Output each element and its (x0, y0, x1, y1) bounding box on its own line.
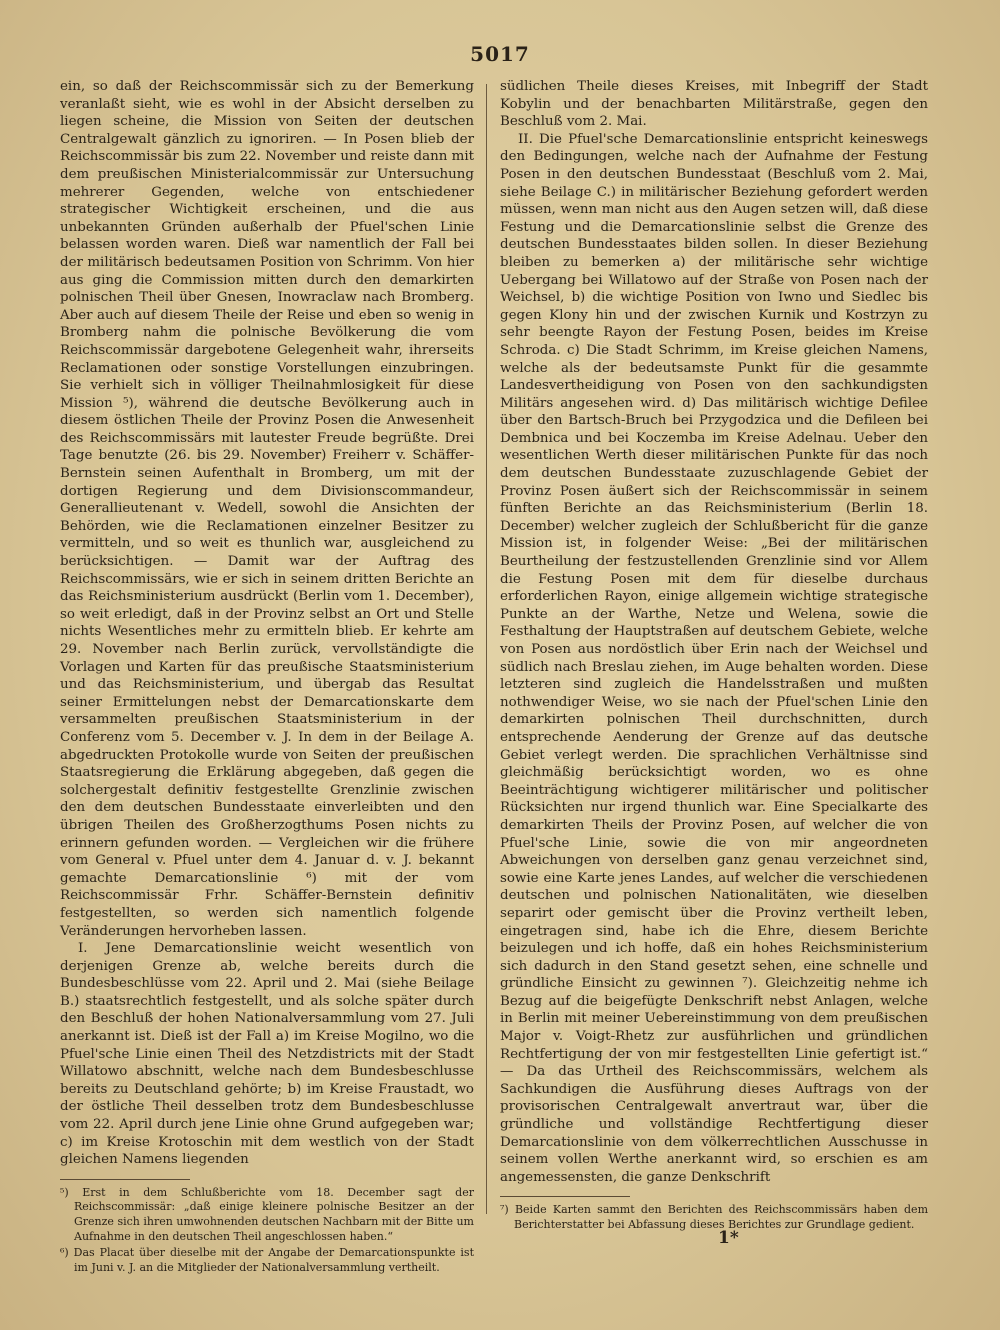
left-paragraph-1: ein, so daß der Reichscommissär sich zu der Bemerkung veranlaßt sieht, wie es wohl in der Absicht derselben zu liegen scheine, die Mission von Seiten der deutschen Centralgewalt gänzlich zu ignoriren. — In Posen blieb der Reichscommissär bis zum 22. November und reiste dann mit dem preußischen Ministerialcommissär zur Untersuchung mehrerer Gegenden, welche von entschiedener strategischer Wichtigkeit erscheinen, und die aus unbekannten Gründen außerhalb der Pfuel'schen Linie belassen worden waren. Dieß war namentlich der Fall bei der militärisch bedeutsamen Position von Schrimm. Von hier aus ging die Commission mitten durch den demarkirten polnischen Theil über Gnesen, Inowraclaw nach Bromberg. Aber auch auf diesem Theile der Reise und eben so wenig in Bromberg nahm die polnische Bevölkerung die vom Reichscommissär dargebotene Gelegenheit wahr, ihrerseits Reclamationen oder sonstige Vorstellungen einzubringen. Sie verhielt sich in völliger Theilnahmlosigkeit für diese Mission ⁵), während die deutsche Bevölkerung auch in diesem östlichen Theile der Provinz Posen die Anwesenheit des Reichscommissärs mit lautester Freude begrüßte. Drei Tage benutzte (26. bis 29. November) Freiherr v. Schäffer-Bernstein seinen Aufenthalt in Bromberg, um mit der dortigen Regierung und dem Divisionscommandeur, Generallieutenant v. Wedell, sowohl die Ansichten der Behörden, wie die Reclamationen einzelner Besitzer zu vermitteln, und so weit es thunlich war, ausgleichend zu berücksichtigen. — Damit war der Auftrag des Reichscommissärs, wie er sich in seinem dritten Berichte an das Reichsministerium ausdrückt (Berlin vom 1. December), so weit erledigt, daß in der Provinz selbst an Ort und Stelle nichts Wesentliches mehr zu ermitteln blieb. Er kehrte am 29. November nach Berlin zurück, vervollständigte die Vorlagen und Karten für das preußische Staatsministerium und das Reichsministerium, und übergab das Resultat seiner Ermittelungen nebst der Demarcationskarte dem versammelten preußischen Staatsministerium in der Conferenz vom 5. December v. J. In dem in der Beilage A. abgedruckten Protokolle wurde von Seiten der preußischen Staatsregierung die Erklärung abgegeben, daß gegen die solchergestalt definitiv festgestellte Grenzlinie zwischen den dem deutschen Bundesstaate einverleibten und den übrigen Theilen des Großherzogthums Posen nichts zu erinnern gefunden worden. — Vergleichen wir die frühere vom General v. Pfuel unter dem 4. Januar d. v. J. bekannt gemachte Demarcationslinie ⁶) mit der vom Reichscommissär Frhr. Schäffer-Bernstein definitiv festgestellten, so werden sich namentlich folgende Veränderungen hervorheben lassen. (60, 79, 474, 939)
right-paragraph-1: südlichen Theile dieses Kreises, mit Inbegriff der Stadt Kobylin und der benachbarten Militärstraße, gegen den Beschluß vom 2. Mai. (500, 79, 928, 130)
right-column (500, 78, 928, 1235)
left-footnotes (60, 1186, 474, 1276)
footnote-6: ⁶) Das Placat über dieselbe mit der Angabe der Demarcationspunkte ist im Juni v. J. an die Mitglieder der Nationalversammlung vertheilt. (60, 1246, 474, 1274)
footnote-7: ⁷) Beide Karten sammt den Berichten des Reichscommissärs haben dem Berichterstatter bei Abfassung dieses Berichtes zur Grundlage gedient. (500, 1203, 928, 1231)
page-number: 5017 (470, 42, 530, 66)
left-column (60, 78, 474, 1277)
footnote-rule-right (500, 1196, 630, 1197)
column-divider (486, 84, 487, 1214)
left-paragraph-2: I. Jene Demarcationslinie weicht wesentlich von derjenigen Grenze ab, welche bereits durch die Bundesbeschlüsse vom 22. April und 2. Mai (siehe Beilage B.) staatsrechtlich festgestellt, und als solche später durch den Beschluß der hohen Nationalversammlung vom 27. Juli anerkannt ist. Dieß ist der Fall a) im Kreise Mogilno, wo die Pfuel'sche Linie einen Theil des Netzdistricts mit der Stadt Willatowo abschnitt, welche nach dem Bundesbeschlusse bereits zu Deutschland gehörte; b) im Kreise Fraustadt, wo der östliche Theil desselben trotz dem Bundesbeschlusse vom 22. April durch jene Linie ohne Grund aufgegeben war; c) im Kreise Krotoschin mit dem westlich von der Stadt gleichen Namens liegenden (60, 941, 474, 1168)
footnote-rule-left (60, 1179, 190, 1180)
footnote-5: ⁵) Erst in dem Schlußberichte vom 18. December sagt der Reichscommissär: „daß einige kleinere polnische Besitzer an der Grenze sich ihren umwohnenden deutschen Nachbarn mit der Bitte um Aufnahme in den deutschen Theil angeschlossen haben.“ (60, 1185, 474, 1243)
right-paragraph-2: II. Die Pfuel'sche Demarcationslinie entspricht keineswegs den Bedingungen, welche nach der Aufnahme der Festung Posen in den deutschen Bundesstaat (Beschluß vom 2. Mai, siehe Beilage C.) in militärischer Beziehung gefordert werden müssen, wenn man nicht aus den Augen setzen will, daß diese Festung und die Demarcationslinie selbst die Grenze des deutschen Bundesstaates bilden sollen. In dieser Beziehung bleiben zu bemerken a) der militärische sehr wichtige Uebergang bei Willatowo auf der Straße von Posen nach der Weichsel, b) die wichtige Position von Iwno und Siedlec bis gegen Klony hin und der zwischen Kurnik und Kostrzyn zu sehr beengte Rayon der Festung Posen, beides im Kreise Schroda. c) Die Stadt Schrimm, im Kreise gleichen Namens, welche als der bedeutsamste Punkt für die gesammte Landesvertheidigung von Posen von den sachkundigsten Militärs angesehen wird. d) Das militärisch wichtige Defilee über den Bartsch-Bruch bei Przygodzica und die Defileen bei Dembnica und bei Koczemba im Kreise Adelnau. Ueber den wesentlichen Werth dieser militärischen Punkte für das noch dem deutschen Bundesstaate zuzuschlagende Gebiet der Provinz Posen äußert sich der Reichscommissär in seinem fünften Berichte an das Reichsministerium (Berlin 18. December) welcher zugleich der Schlußbericht für die ganze Mission ist, in folgender Weise: „Bei der militärischen Beurtheilung der festzustellenden Grenzlinie sind vor Allem die Festung Posen mit dem für dieselbe durchaus erforderlichen Rayon, einige allgemein wichtige strategische Punkte an der Warthe, Netze und Welena, sowie die Festhaltung der Hauptstraßen auf deutschem Gebiete, welche von Posen aus nordöstlich über Erin nach der Weichsel und südlich nach Breslau ziehen, im Auge behalten worden. Diese letzteren sind zugleich die Handelsstraßen und mußten nothwendiger Weise, wo sie nach der Pfuel'schen Linie den demarkirten polnischen Theil durchschnitten, durch entsprechende Aenderung der Grenze auf das deutsche Gebiet verlegt werden. Die sprachlichen Verhältnisse sind gleichmäßig berücksichtigt worden, wo es ohne Beeinträchtigung wichtigerer militärischer und politischer Rücksichten nur irgend thunlich war. Eine Specialkarte des demarkirten Theils der Provinz Posen, auf welcher die von Pfuel'sche Linie, sowie die von mir angeordneten Abweichungen von derselben ganz genau verzeichnet sind, sowie eine Karte jenes Landes, auf welcher die verschiedenen deutschen und polnischen Nationalitäten, wie dieselben separirt oder gemischt über die Provinz vertheilt leben, eingetragen sind, habe ich die Ehre, diesem Berichte beizulegen und ich hoffe, daß ein hohes Reichsministerium sich dadurch in den Stand gesetzt sehen, eine schnelle und gründliche Einsicht zu gewinnen ⁷). Gleichzeitig nehme ich Bezug auf die beigefügte Denkschrift nebst Anlagen, welche in Berlin mit meiner Uebereinstimmung von dem preußischen Major v. Voigt-Rhetz zur ausführlichen und gründlichen Rechtfertigung der von mir festgestellten Linie gefertigt ist.“ — Da das Urtheil des Reichscommissärs, welchem als Sachkundigen die Ausführung dieses Auftrags von der provisorischen Centralgewalt anvertraut war, über die gründliche und vollständige Rechtfertigung dieser Demarcationslinie von dem völkerrechtlichen Ausschusse in seinem vollen Werthe anerkannt wird, so erschien es am angemessensten, die ganze Denkschrift (500, 131, 928, 1185)
sheet-signature: 1* (718, 1228, 739, 1248)
right-footnotes (500, 1203, 928, 1232)
